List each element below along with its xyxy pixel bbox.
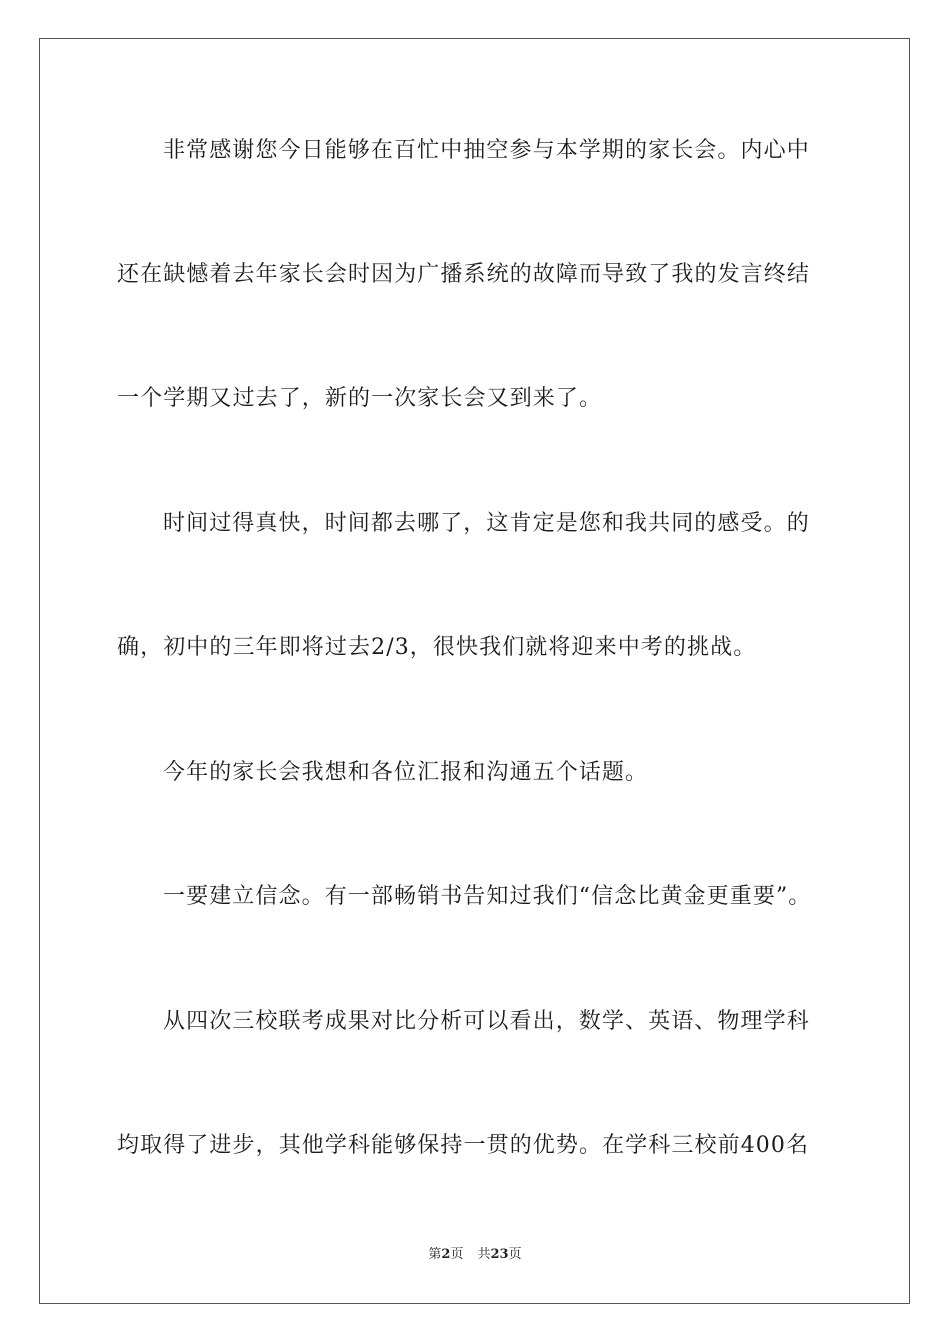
text-line-9: 均取得了进步，其他学科能够保持一贯的优势。在学科三校前400名 — [117, 1133, 810, 1158]
footer-total-prefix: 共 — [477, 1247, 491, 1262]
page-footer — [0, 1246, 950, 1264]
footer-page-suffix: 页 — [450, 1247, 464, 1262]
text-line-7: 一要建立信念。有一部畅销书告知过我们“信念比黄金更重要”。 — [163, 884, 812, 909]
footer-total-suffix: 页 — [508, 1247, 522, 1262]
text-line-2: 还在缺憾着去年家长会时因为广播系统的故障而导致了我的发言终结 — [117, 262, 811, 287]
text-line-1: 非常感谢您今日能够在百忙中抽空参与本学期的家长会。内心中 — [163, 138, 810, 163]
footer-total-pages: 23 — [490, 1247, 509, 1262]
text-line-6: 今年的家长会我想和各位汇报和沟通五个话题。 — [163, 760, 649, 785]
text-line-4: 时间过得真快，时间都去哪了，这肯定是您和我共同的感受。的 — [163, 511, 810, 536]
footer-page-number: 2 — [441, 1247, 451, 1262]
page-border — [39, 38, 910, 1304]
text-line-8: 从四次三校联考成果对比分析可以看出，数学、英语、物理学科 — [163, 1009, 810, 1034]
footer-page-prefix: 第 — [428, 1247, 442, 1262]
text-line-5: 确，初中的三年即将过去2/3，很快我们就将迎来中考的挑战。 — [117, 635, 757, 660]
text-line-3: 一个学期又过去了，新的一次家长会又到来了。 — [117, 386, 603, 411]
